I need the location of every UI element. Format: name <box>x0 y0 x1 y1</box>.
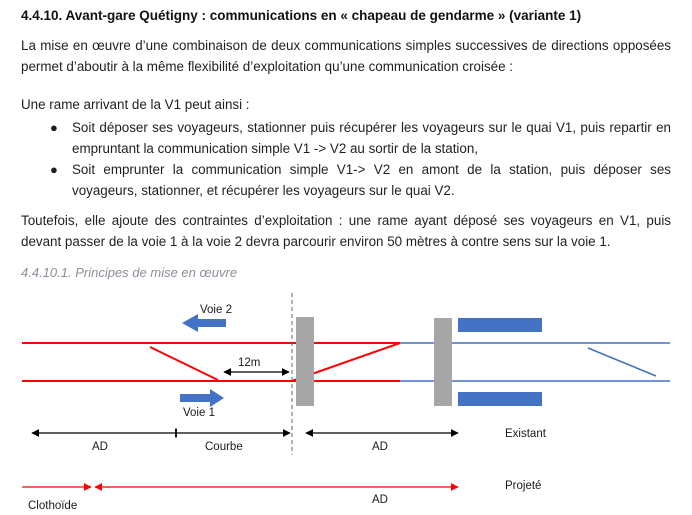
label-clothoide: Clothoïde <box>28 500 78 512</box>
bullet-icon: ● <box>50 120 58 135</box>
direction-arrow-right-icon <box>180 389 224 407</box>
label-courbe: Courbe <box>205 441 243 453</box>
intro-paragraph: La mise en œuvre d’une combinaison de deux communications simples successives de directions opposées permet d’aboutir à la même flexibilité d’exploitation qu’une communication croisée : <box>21 38 671 74</box>
platform-lower <box>458 392 542 406</box>
station-block-right <box>434 318 452 406</box>
bullet-item <box>21 117 671 159</box>
label-existant: Existant <box>505 428 546 440</box>
label-voie-2: Voie 2 <box>200 304 232 316</box>
bullet-text: Soit déposer ses voyageurs, stationner puis récupérer les voyageurs sur le quai V1, puis repartir en empruntant la communication simple V1 -> V2 au sortir de la station, <box>72 120 671 156</box>
label-ad-projete: AD <box>372 494 388 506</box>
lead-paragraph: Une rame arrivant de la V1 peut ainsi : <box>21 97 250 112</box>
track-diagram <box>0 285 692 515</box>
label-ad-left: AD <box>92 441 108 453</box>
proposed-crossover-left <box>150 347 218 380</box>
label-voie-1: Voie 1 <box>183 407 215 419</box>
constraints-paragraph: Toutefois, elle ajoute des contraintes d’exploitation : une rame ayant déposé ses voyageurs en V1, puis devant passer de la voie 1 à la voie 2 devra parcourir environ 50 mètres à contre sens sur la voie 1. <box>21 213 671 249</box>
section-heading: 4.4.10. Avant-gare Quétigny : communications en « chapeau de gendarme » (variante 1) <box>21 8 582 23</box>
label-12m: 12m <box>238 357 261 369</box>
bullet-item <box>21 159 671 201</box>
label-ad-right: AD <box>372 441 388 453</box>
label-projete: Projeté <box>505 480 542 492</box>
bullet-list <box>21 117 671 201</box>
bullet-text: Soit emprunter la communication simple V1-> V2 en amont de la station, puis déposer ses voyageurs, stationner, et récupérer les voyageurs sur le quai V2. <box>72 162 671 198</box>
subsection-heading: 4.4.10.1. Principes de mise en œuvre <box>21 265 238 280</box>
bullet-icon: ● <box>50 162 58 177</box>
direction-arrow-left-icon <box>182 314 226 332</box>
station-block-left <box>296 317 314 406</box>
existing-crossover <box>588 348 656 376</box>
platform-upper <box>458 318 542 332</box>
